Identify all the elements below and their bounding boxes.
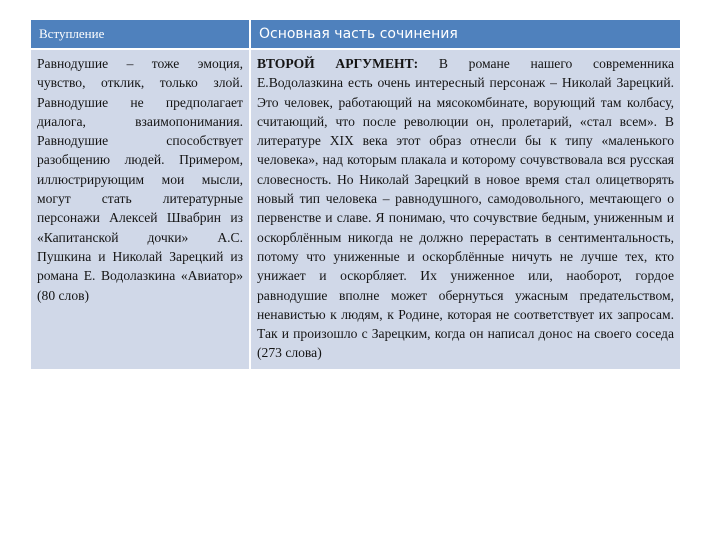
content-row: [31, 49, 680, 369]
main-part-cell: [250, 49, 680, 369]
header-row: [31, 20, 680, 49]
argument-text: В романе нашего современника Е.Водолазкина есть очень интересный персонаж – Николай Зарецкий. Это человек, работающий на мясокомбинате, ворующий там колбасу, считающий, что после революции он, пролетарий, «стал всем». В литературе XIX века этот образ отнесли бы к типу «маленького человека», над которым плакала и которому сочувствовала вся русская словесность. Но Николай Зарецкий в новое время стал олицетворять новый тип человека – равнодушного, самодовольного, мечтающего о первенстве и славе. Я понимаю, что сочувствие бедным, униженным и оскорблённым никогда не должно перерастать в сентиментальность, потому что униженные и оскорблённые ничуть не лучше тех, кто унижает и оскорбляет. Их униженное или, наоборот, гордое равнодушие вполне может обернуться ужасным предательством, ненавистью к людям, к Родине, которая не соответствует их запросам. Так и произошло с Зарецким, когда он написал донос на своего соседа (273 слова): [257, 56, 675, 361]
header-intro: Вступление: [31, 20, 250, 49]
intro-cell: Равнодушие – тоже эмоция, чувство, отклик, только злой. Равнодушие не предполагает диалога, взаимопонимания. Равнодушие способствует разобщению людей. Примером, иллюстрирующим мои мысли, могут стать литературные персонажи Алексей Швабрин из «Капитанской дочки» А.С. Пушкина и Николай Зарецкий из романа Е. Водолазкина «Авиатор» (80 слов): [31, 49, 250, 369]
essay-table: [31, 20, 680, 369]
argument-heading: ВТОРОЙ АРГУМЕНТ:: [257, 56, 419, 71]
header-main-part: Основная часть сочинения: [250, 20, 680, 49]
